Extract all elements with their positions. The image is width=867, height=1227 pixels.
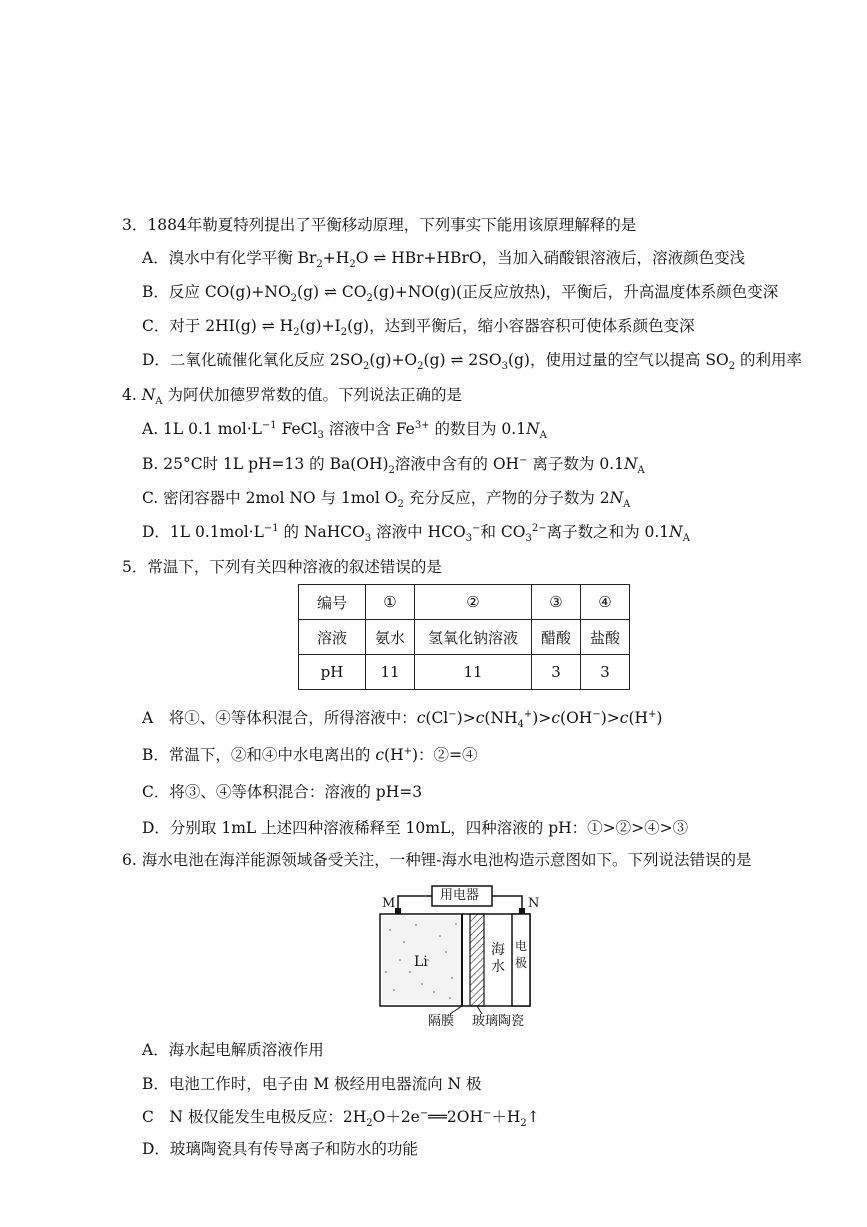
device-label: 用电器 [440, 888, 480, 903]
membrane-label: 隔膜 [428, 1014, 455, 1029]
table-cell: 溶液 [299, 620, 366, 655]
q5-option-c: C．将③、④等体积混合：溶液的 pH=3 [142, 783, 423, 801]
q3-stem: 3．1884年勒夏特列提出了平衡移动原理，下列事实下能用该原理解释的是 [122, 216, 637, 234]
lithium-label: Li [414, 954, 428, 970]
q6-option-b: B．电池工作时，电子由 M 极经用电器流向 N 极 [142, 1075, 482, 1093]
pole-n-label: N [528, 896, 540, 911]
table-row-number [299, 585, 630, 620]
table-cell: 11 [366, 655, 415, 690]
q6-stem: 6. 海水电池在海洋能源领域备受关注，一种锂-海水电池构造示意图如下。下列说法错误的是 [122, 851, 752, 869]
q5-stem: 5．常温下，下列有关四种溶液的叙述错误的是 [122, 558, 442, 576]
q4-option-a: A. 1L 0.1 $mol\cdot L^{-1}$ FeCl$_3$ 溶液中含 $Fe^{3+}$ 的数目为 $0.1N_A$ [142, 419, 547, 442]
ceramic-label: 玻璃陶瓷 [472, 1014, 525, 1029]
q3-option-b: B．反应 $CO(g)+NO_2(g)$ ⇌ $CO_2(g)+NO(g)$(正反应放热)，平衡后，升高温度体系颜色变深 [142, 283, 779, 305]
table-cell: ② [415, 585, 532, 620]
seawater-label: 海水 [491, 942, 505, 975]
glass-ceramic-layer [470, 914, 484, 1006]
q4-option-c: C. 密闭容器中 2mol NO 与 1mol $O_2$ 充分反应，产物的分子数为 $2N_A$ [142, 489, 631, 511]
q3-option-c: C．对于 2HI(g) ⇌ $H_2(g)+I_2(g)$，达到平衡后，缩小容器容积可使体系颜色变深 [142, 317, 695, 339]
q4-stem: 4. $N_A$ 为阿伏加德罗常数的值。下列说法正确的是 [122, 386, 462, 408]
table-cell: 编号 [299, 585, 366, 620]
terminal-m [395, 908, 401, 914]
q4-option-d: D．1L $0.1mol\cdot L^{-1}$ 的 NaHCO$_3$ 溶液中 $HCO_3^-$和 $CO_3^{2-}$离子数之和为 $0.1N_A$ [142, 522, 690, 545]
q5-option-b: B．常温下，②和④中水电离出的 c(H+)：②=④ [142, 745, 478, 764]
table-cell: 氨水 [366, 620, 415, 655]
ceramic-pointer [477, 1006, 482, 1014]
q6-option-d: D．玻璃陶瓷具有传导离子和防水的功能 [142, 1140, 418, 1158]
q3-option-a: A．溴水中有化学平衡 $Br_2+H_2O$ ⇌ HBr+HBrO，当加入硝酸银溶液后，溶液颜色变浅 [142, 249, 746, 271]
lithium-seawater-battery-diagram [370, 880, 550, 1030]
q5-option-a: A 将①、④等体积混合，所得溶液中：$c(Cl^-)>c(NH_4^+)>c(OH^-)>c(H^+)$ [142, 708, 663, 731]
pole-m-label: M [382, 896, 396, 911]
q5-solution-table [298, 584, 630, 690]
table-row-ph [299, 655, 630, 690]
table-cell: 盐酸 [581, 620, 630, 655]
membrane-pointer [450, 1006, 462, 1014]
table-cell: 11 [415, 655, 532, 690]
q6-option-c: C N 极仅能发生电极反应：$2H_2O+2e^-══2OH^-+H_2↑$ [142, 1107, 540, 1130]
q6-option-a: A．海水起电解质溶液作用 [142, 1041, 324, 1059]
electrode-label: 电极 [515, 939, 528, 970]
table-cell: ④ [581, 585, 630, 620]
q3-option-d: D．二氧化硫催化氧化反应 $2SO_2(g)+O_2(g)$ ⇌ $2SO_3(g)$，使用过量的空气以提高 $SO_2$ 的利用率 [142, 351, 803, 373]
wire-m [398, 896, 432, 910]
terminal-n [519, 908, 525, 914]
table-cell: 醋酸 [532, 620, 581, 655]
table-cell: 3 [581, 655, 630, 690]
table-cell: ① [366, 585, 415, 620]
q4-option-b: B. 25°C时 1L pH=13 的 $Ba(OH)_2$溶液中含有的 OH− 离子数为 $0.1N_A$ [142, 454, 645, 477]
table-row-solution [299, 620, 630, 655]
wire-n [492, 896, 522, 910]
table-cell: ③ [532, 585, 581, 620]
q5-option-d: D．分别取 1mL 上述四种溶液稀释至 10mL，四种溶液的 pH：①>②>④>③ [142, 819, 689, 837]
table-cell: pH [299, 655, 366, 690]
table-cell: 氢氧化钠溶液 [415, 620, 532, 655]
table-cell: 3 [532, 655, 581, 690]
